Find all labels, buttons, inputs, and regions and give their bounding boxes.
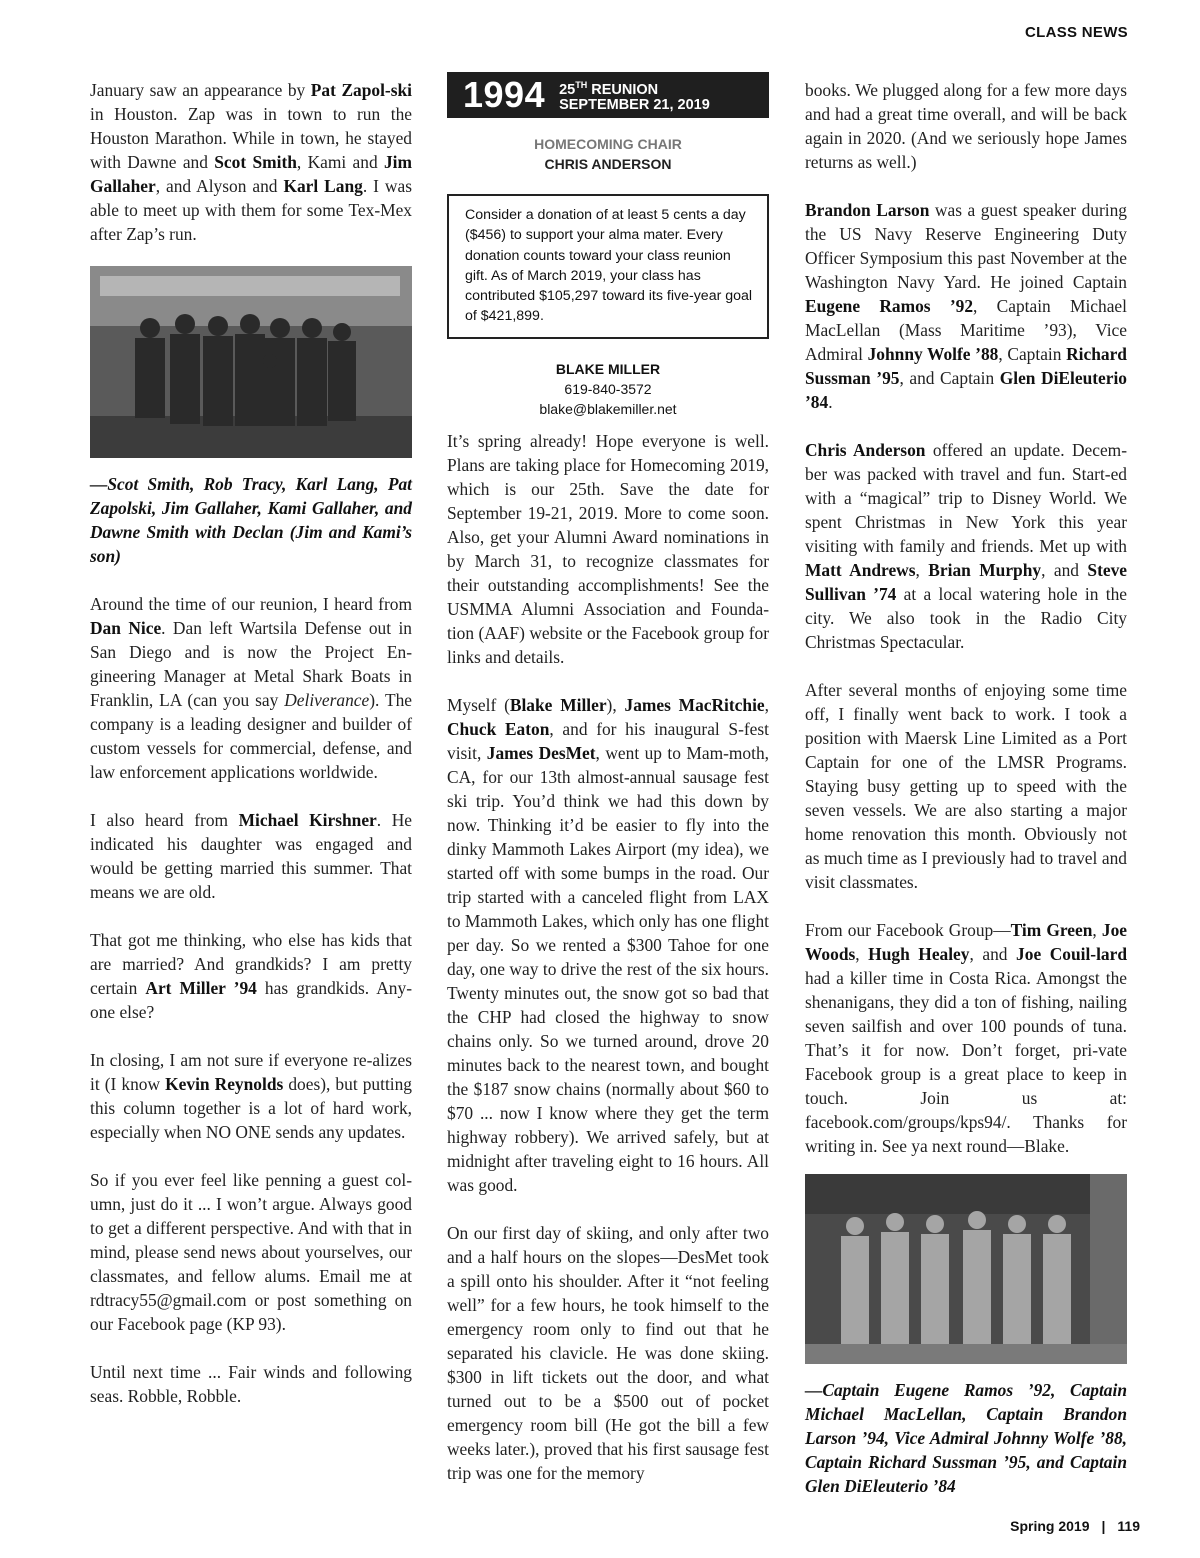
section-tag: CLASS NEWS bbox=[1024, 24, 1128, 41]
navy-photo-image bbox=[805, 1174, 1127, 1364]
paragraph: books. We plugged along for a few more days and had a great time overall, and will be back again in 2020. (And we seriously hope James returns as well.) bbox=[805, 80, 1127, 172]
page-footer bbox=[1010, 1518, 1140, 1534]
contact-email: blake@blakemiller.net bbox=[539, 400, 677, 417]
paragraph: I also heard from Michael Kirshner. He indicated his daughter was engaged and would be getting married this summer. That means we are old. bbox=[90, 810, 412, 902]
group-photo-houston bbox=[90, 266, 412, 458]
contact-phone: 619-840-3572 bbox=[564, 380, 652, 397]
column-2 bbox=[447, 72, 769, 1509]
group-photo-navy bbox=[805, 1174, 1127, 1364]
reunion-number: 25 bbox=[559, 81, 576, 98]
reunion-word: REUNION bbox=[591, 81, 659, 98]
contact-name: BLAKE MILLER bbox=[555, 360, 661, 377]
group-photo-image bbox=[90, 266, 412, 458]
paragraph: Around the time of our reunion, I heard from Dan Nice. Dan left Wartsila Defense out in San Diego and is now the Project En-gineering Manager at Metal Shark Boats in Franklin, LA (can you say Deliverance). The company is a leading designer and builder of custom vessels for commercial, defense, and law enforcement applications worldwide. bbox=[90, 594, 413, 782]
paragraph: From our Facebook Group—Tim Green, Joe Woods, Hugh Healey, and Joe Couil-lard had a killer time in Costa Rica. Amongst the shenanigans, they did a ton of fishing, nailing seven sailfish and over 100 pounds of tuna. That’s it for now. Don’t forget, pri-vate Facebook group is a great place to keep in touch. Join us at: facebook.com/groups/kps94/. Thanks for writing in. See ya next round—Blake. bbox=[805, 920, 1128, 1156]
column-1 bbox=[90, 78, 412, 1432]
paragraph: So if you ever feel like penning a guest col-umn, just do it ... I won’t argue. Always good to get a different perspective. And with that in mind, please send news about yourselves, our classmates, and fellow alums. Email me at rdtracy55@gmail.com or post something on our Facebook page (KP 93). bbox=[90, 1170, 412, 1334]
homecoming-chair bbox=[447, 134, 769, 174]
class-year-banner bbox=[447, 72, 769, 118]
reunion-info bbox=[559, 77, 710, 114]
footer-separator: | bbox=[1101, 1518, 1106, 1534]
reunion-suffix: TH bbox=[575, 79, 588, 90]
paragraph: It’s spring already! Hope everyone is well. Plans are taking place for Homecoming 2019, which is our 25th. Save the date for September 19-21, 2019. More to come soon. Also, get your Alumni Award nominations in by March 31, to recognize classmates for their outstanding accomplishments! See the USMMA Alumni Association and Founda-tion (AAF) website or the Facebook group for links and details. bbox=[447, 430, 769, 667]
paragraph: Brandon Larson was a guest speaker during the US Navy Reserve Engineering Duty Officer Symposium this past November at the Washington Navy Yard. He joined Captain Eugene Ramos ’92, Captain Michael MacLellan (Mass Maritime ’93), Vice Admiral Johnny Wolfe ’88, Captain Richard Sussman ’95, and Captain Glen DiEleuterio ’84. bbox=[805, 200, 1127, 412]
paragraph: In closing, I am not sure if everyone re-alizes it (I know Kevin Reynolds does), but putting this column together is a lot of hard work, especially when NO ONE sends any updates. bbox=[90, 1050, 413, 1142]
chair-title: HOMECOMING CHAIR bbox=[534, 136, 682, 152]
paragraph: January saw an appearance by Pat Zapol-ski in Houston. Zap was in town to run the Houston Marathon. While in town, he stayed with Dawne and Scot Smith, Kami and Jim Gallaher, and Alyson and Karl Lang. I was able to meet up with them for some Tex-Mex after Zap’s run. bbox=[90, 80, 412, 244]
reunion-date: SEPTEMBER 21, 2019 bbox=[559, 97, 710, 114]
paragraph: Myself (Blake Miller), James MacRitchie, Chuck Eaton, and for his inaugural S-fest visit, James DesMet, went up to Mam-moth, CA, for our 13th almost-annual sausage fest ski trip. You’d think we had this down by now. Thinking it’d be easier to fly into the dinky Mammoth Lakes Airport (my idea), we started off with some bumps in the road. Our trip started with a canceled flight from LAX to Mammoth Lakes, which only has one flight per day. So we rented a $300 Tahoe for one day, one way to drive the rest of the six hours. Twenty minutes out, the snow got so bad that the CHP had closed the highway to snow chains only. So we turned around, drove 20 minutes back to the nearest town, and bought the $187 snow chains (normally about $60 to $70 ... now I know where they get the term highway robbery). We arrived safely, but at midnight after traveling eight to 16 hours. All was good. bbox=[447, 694, 770, 1195]
paragraph: Chris Anderson offered an update. Decem-ber was packed with travel and fun. Start-ed with a “magical” trip to Disney World. We spent Christmas in New York this year visiting with family and friends. Met up with Matt Andrews, Brian Murphy, and Steve Sullivan ’74 at a local watering hole in the city. We also took in the Radio City Christmas Spectacular. bbox=[805, 440, 1128, 652]
class-year: 1994 bbox=[463, 74, 546, 115]
issue-label: Spring 2019 bbox=[1010, 1518, 1090, 1534]
donation-box: Consider a donation of at least 5 cents a day ($456) to support your alma mater. Every donation counts toward your class reunion gift. As of March 2019, your class has contributed $105,297 toward its five-year goal of $421,899. bbox=[447, 194, 769, 339]
paragraph: Until next time ... Fair winds and following seas. Robble, Robble. bbox=[90, 1362, 412, 1406]
photo-caption: —Scot Smith, Rob Tracy, Karl Lang, Pat Zapolski, Jim Gallaher, Kami Gallaher, and Dawne Smith with Declan (Jim and Kami’s son) bbox=[90, 474, 412, 566]
paragraph: That got me thinking, who else has kids that are married? And grandkids? I am pretty certain Art Miller ’94 has grandkids. Any-one else? bbox=[90, 930, 412, 1022]
column-3 bbox=[805, 78, 1127, 1522]
class-contact bbox=[447, 359, 769, 419]
paragraph: After several months of enjoying some time off, I finally went back to work. I took a position with Maersk Line Limited as a Port Captain for one of the LMSR Programs. Staying busy getting up to speed with the seven vessels. We are also starting a major home renovation this month. Obviously not as much time as I previously had to travel and visit classmates. bbox=[805, 680, 1127, 892]
photo-caption: —Captain Eugene Ramos ’92, Captain Michael MacLellan, Captain Brandon Larson ’94, Vice Admiral Johnny Wolfe ’88, Captain Richard Sussman ’95, and Captain Glen DiEleuterio ’84 bbox=[805, 1380, 1127, 1496]
paragraph: On our first day of skiing, and only after two and a half hours on the slopes—DesMet took a spill onto his shoulder. After it “not feeling well” for a few hours, he took himself to the emergency room only to find out that he separated his clavicle. He was done skiing. $300 in lift tickets out the door, and what turned out to be a $500 out of pocket emergency room bill (He got the bill a few weeks later.), proved that his first sausage fest trip was one for the memory bbox=[447, 1222, 769, 1483]
page-number: 119 bbox=[1117, 1518, 1140, 1534]
chair-name: CHRIS ANDERSON bbox=[544, 156, 672, 172]
